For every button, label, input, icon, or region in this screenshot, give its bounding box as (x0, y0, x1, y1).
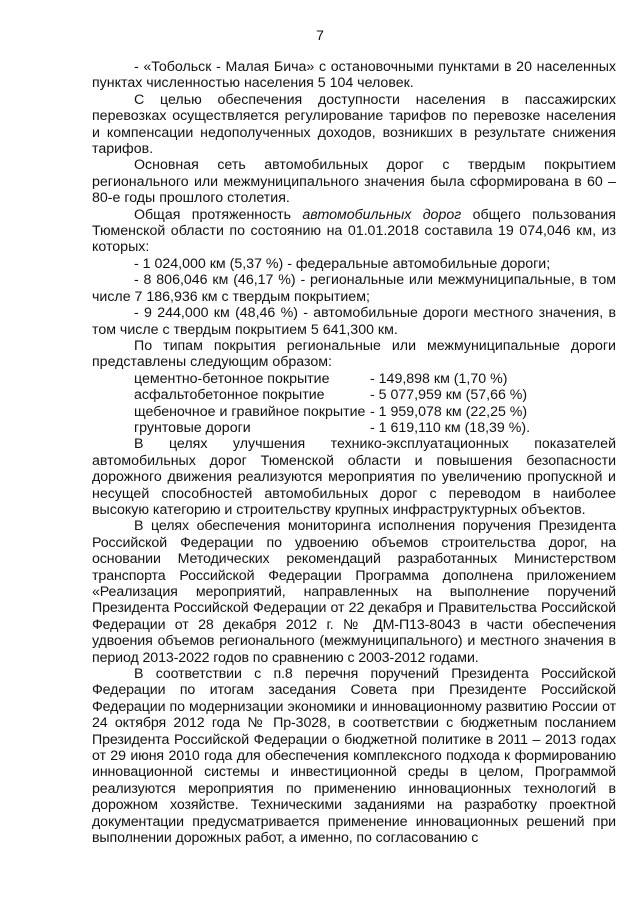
paragraph-route: - «Тобольск - Малая Бича» с остановочными пунктами в 20 населенных пунктах численностью населения 5 104 человек. (92, 59, 616, 92)
paragraph-monitoring: В целях обеспечения мониторинга исполнения поручения Президента Российской Федерации по удвоению объемов строительства дорог, на основании Методических рекомендаций разработанных Министерством транспорта Российской Федерации Программа дополнена приложением «Реализация мероприятий, направленных на выполнение поручений Президента Российской Федерации от 22 декабря и Правительства Российской Федерации от 28 декабря 2012 г. № ДМ-П13-8043 в части обеспечения удвоения объемов регионального (межмуниципального) и местного значения в период 2013-2022 годов по сравнению с 2003-2012 годами. (92, 518, 616, 666)
paragraph-road-network: Основная сеть автомобильных дорог с твердым покрытием регионального или межмуниципального значения была сформирована в 60 – 80-е годы прошлого столетия. (92, 157, 616, 207)
table-row (134, 387, 530, 403)
paragraph-total-length (92, 207, 616, 256)
coverage-type: щебеночное и гравийное покрытие (134, 403, 366, 420)
paragraph-improvements: В целях улучшения технико-эксплуатационных показателей автомобильных дорог Тюменской области и повышения безопасности дорожного движения реализуются мероприятия по увеличению пропускной и несущей способностей автомобильных дорог с переводом в наиболее высокую категорию и строительству крупных инфраструктурных объектов. (92, 436, 616, 518)
total-length-text-a: Общая протяженность (134, 206, 303, 223)
coverage-value: - 5 077,959 км (57,66 %) (370, 387, 528, 404)
paragraph-coverage-intro: По типам покрытия региональные или межмуниципальные дороги представлены следующим образом: (92, 337, 616, 371)
coverage-value: - 149,898 км (1,70 %) (370, 370, 508, 387)
paragraph-innovation: В соответствии с п.8 перечня поручений Президента Российской Федерации по итогам заседания Совета при Президенте Российской Федерации по модернизации экономики и инновационному развитию России от 24 октября 2012 года № Пр-3028, в соответствии с бюджетным посланием Президента Российской Федерации о бюджетной политике в 2011 – 2013 годах от 29 июня 2010 года для обеспечения комплексного подхода к формированию инновационной системы и инвестиционной среды в целом, Программой реализуются мероприятия по применению инновационных технологий в дорожном хозяйстве. Техническими заданиями на разработку проектной документации предусматривается применение инновационных решений при выполнении дорожных работ, а именно, по согласованию с (92, 666, 616, 847)
table-row (134, 404, 530, 420)
total-length-emphasis: автомобильных дорог (302, 206, 462, 223)
coverage-value: - 1 959,078 км (22,25 %) (370, 403, 528, 420)
paragraph-tariffs: С целью обеспечения доступности населения в пассажирских перевозках осуществляется регулирование тарифов по перевозке населения и компенсации недополученных доходов, возникших в результате снижения тарифов. (92, 91, 616, 158)
table-row (134, 420, 530, 436)
list-item-regional: - 8 806,046 км (46,17 %) - региональные или межмуниципальные, в том числе 7 186,936 км с твердым покрытием; (92, 272, 616, 305)
table-row (134, 371, 530, 387)
coverage-value: - 1 619,110 км (18,39 %). (370, 419, 531, 436)
coverage-type: грунтовые дороги (134, 419, 251, 436)
coverage-type: цементно-бетонное покрытие (134, 370, 330, 387)
list-item-federal: - 1 024,000 км (5,37 %) - федеральные автомобильные дороги; (134, 255, 551, 272)
list-item-local: - 9 244,000 км (48,46 %) - автомобильные дороги местного значения, в том числе с твердым покрытием 5 641,300 км. (92, 305, 616, 338)
coverage-type: асфальтобетонное покрытие (134, 387, 325, 404)
total-length-text-b: общего пользования Тюменской области по состоянию на 01.01.2018 составила 19 074,046 км, из которых: (92, 206, 616, 256)
page-number: 7 (316, 27, 324, 43)
document-body (92, 59, 616, 847)
coverage-table (134, 371, 530, 437)
